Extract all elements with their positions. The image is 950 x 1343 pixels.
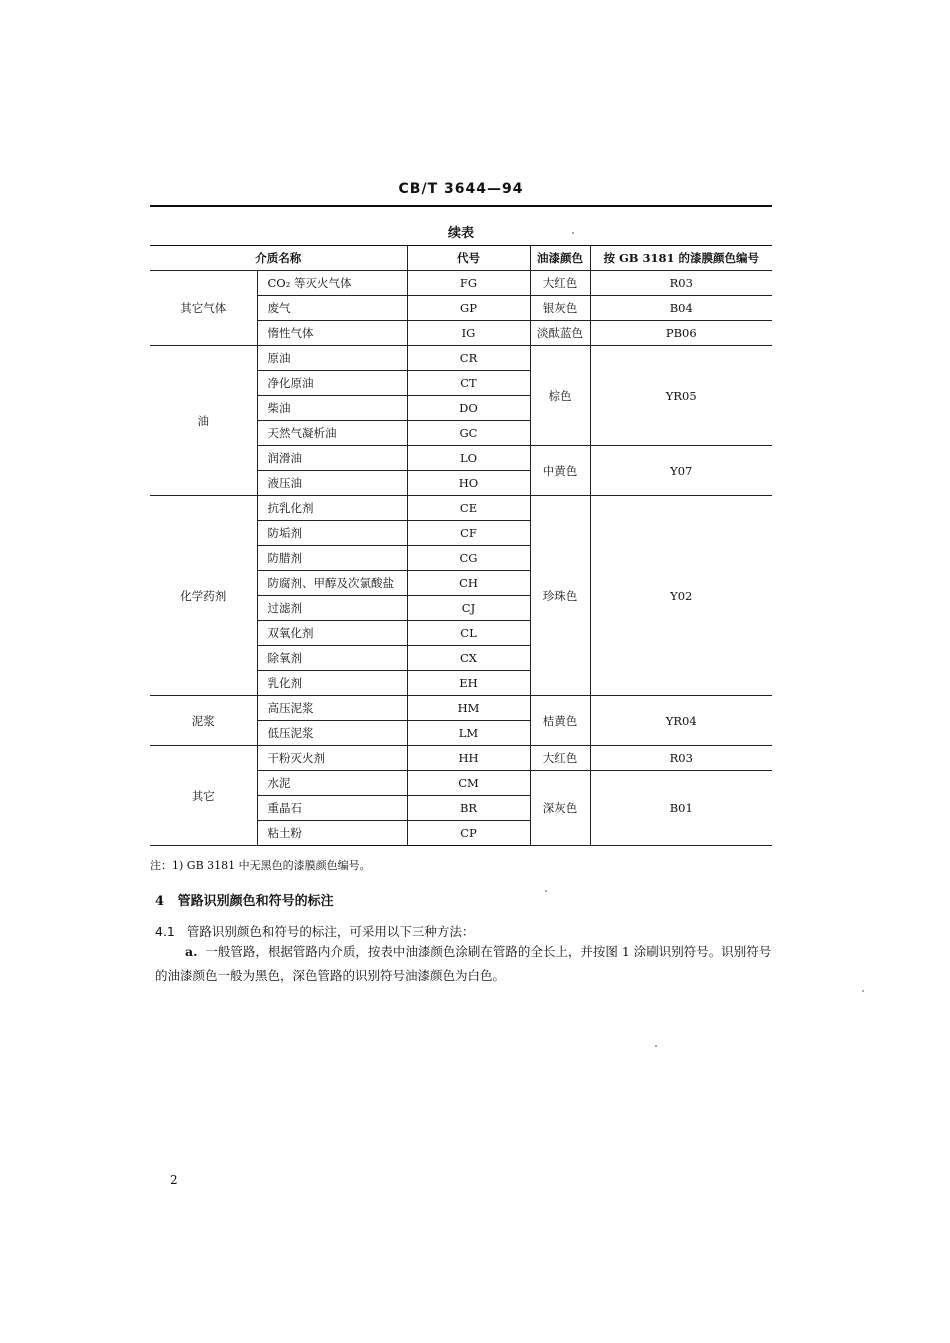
- medium-name: 天然气凝析油: [257, 421, 407, 446]
- clause-text: 管路识别颜色和符号的标注，可采用以下三种方法：: [186, 924, 475, 939]
- table-row: [150, 696, 772, 721]
- medium-code: BR: [407, 796, 530, 821]
- medium-name: CO₂ 等灭火气体: [257, 271, 407, 296]
- paint-color: 大红色: [530, 271, 590, 296]
- medium-name: 双氧化剂: [257, 621, 407, 646]
- gb-color-number: B01: [590, 771, 772, 846]
- page-number: 2: [170, 1173, 178, 1187]
- medium-code: DO: [407, 396, 530, 421]
- medium-code: HH: [407, 746, 530, 771]
- paint-color: 深灰色: [530, 771, 590, 846]
- gb-color-number: R03: [590, 271, 772, 296]
- medium-code: CM: [407, 771, 530, 796]
- medium-color-table: [150, 245, 772, 846]
- table-row: [150, 496, 772, 521]
- medium-code: CJ: [407, 596, 530, 621]
- gb-color-number: YR04: [590, 696, 772, 746]
- section-title: 管路识别颜色和符号的标注: [177, 894, 334, 909]
- medium-name: 柴油: [257, 396, 407, 421]
- column-header-paint-color: 油漆颜色: [530, 246, 590, 271]
- medium-name: 润滑油: [257, 446, 407, 471]
- column-header-code: 代号: [407, 246, 530, 271]
- item-a-label: a.: [185, 944, 198, 959]
- scan-speck: [545, 890, 547, 892]
- medium-code: CH: [407, 571, 530, 596]
- document-code-header: CB/T 3644—94: [398, 181, 524, 197]
- medium-code: HO: [407, 471, 530, 496]
- medium-name: 防腊剂: [257, 546, 407, 571]
- item-a-paragraph: [155, 940, 780, 988]
- paint-color: 棕色: [530, 346, 590, 446]
- medium-name: 惰性气体: [257, 321, 407, 346]
- medium-name: 防腐剂、甲醇及次氯酸盐: [257, 571, 407, 596]
- medium-code: CP: [407, 821, 530, 846]
- medium-code: FG: [407, 271, 530, 296]
- medium-name: 原油: [257, 346, 407, 371]
- paint-color: 桔黄色: [530, 696, 590, 746]
- medium-name: 水泥: [257, 771, 407, 796]
- medium-name: 粘土粉: [257, 821, 407, 846]
- medium-code: EH: [407, 671, 530, 696]
- gb-color-number: B04: [590, 296, 772, 321]
- gb-color-number: YR05: [590, 346, 772, 446]
- column-header-medium: 介质名称: [150, 246, 407, 271]
- medium-code: CL: [407, 621, 530, 646]
- medium-name: 干粉灭火剂: [257, 746, 407, 771]
- category-cell: 油: [150, 346, 257, 496]
- scan-speck: [572, 232, 574, 234]
- paint-color: 淡酞蓝色: [530, 321, 590, 346]
- category-cell: 其它: [150, 746, 257, 846]
- section-number: 4: [155, 894, 165, 909]
- medium-name: 高压泥浆: [257, 696, 407, 721]
- category-cell: 其它气体: [150, 271, 257, 346]
- header-rule: [150, 205, 772, 207]
- medium-name: 废气: [257, 296, 407, 321]
- medium-name: 抗乳化剂: [257, 496, 407, 521]
- medium-code: CR: [407, 346, 530, 371]
- medium-code: CE: [407, 496, 530, 521]
- medium-name: 液压油: [257, 471, 407, 496]
- category-cell: 泥浆: [150, 696, 257, 746]
- category-cell: 化学药剂: [150, 496, 257, 696]
- gb-color-number: R03: [590, 746, 772, 771]
- gb-color-number: Y02: [590, 496, 772, 696]
- medium-code: IG: [407, 321, 530, 346]
- medium-name: 防垢剂: [257, 521, 407, 546]
- table-title: 续表: [447, 226, 474, 241]
- paint-color: 珍珠色: [530, 496, 590, 696]
- medium-name: 过滤剂: [257, 596, 407, 621]
- medium-name: 净化原油: [257, 371, 407, 396]
- gb-color-number: Y07: [590, 446, 772, 496]
- scan-speck: [655, 1045, 657, 1047]
- column-header-gb-number: 按 GB 3181 的漆膜颜色编号: [590, 246, 772, 271]
- medium-name: 除氧剂: [257, 646, 407, 671]
- medium-code: LO: [407, 446, 530, 471]
- item-a-text: 一般管路，根据管路内介质，按表中油漆颜色涂刷在管路的全长上，并按图 1 涂刷识别符号。识别符号的油漆颜色一般为黑色，深色管路的识别符号油漆颜色为白色。: [155, 944, 772, 983]
- medium-code: GP: [407, 296, 530, 321]
- medium-code: LM: [407, 721, 530, 746]
- section-heading: [155, 890, 334, 909]
- paint-color: 中黄色: [530, 446, 590, 496]
- paint-color: 大红色: [530, 746, 590, 771]
- table-row: [150, 346, 772, 371]
- medium-code: CX: [407, 646, 530, 671]
- table-row: [150, 271, 772, 296]
- paint-color: 银灰色: [530, 296, 590, 321]
- medium-code: HM: [407, 696, 530, 721]
- clause-number: 4.1: [155, 924, 175, 939]
- gb-color-number: PB06: [590, 321, 772, 346]
- medium-code: GC: [407, 421, 530, 446]
- medium-code: CG: [407, 546, 530, 571]
- medium-name: 低压泥浆: [257, 721, 407, 746]
- table-footnote: 注：1) GB 3181 中无黑色的漆膜颜色编号。: [150, 859, 371, 872]
- medium-code: CT: [407, 371, 530, 396]
- medium-name: 重晶石: [257, 796, 407, 821]
- table-row: [150, 746, 772, 771]
- medium-name: 乳化剂: [257, 671, 407, 696]
- scan-speck: [862, 990, 864, 992]
- medium-code: CF: [407, 521, 530, 546]
- table-header-row: [150, 246, 772, 271]
